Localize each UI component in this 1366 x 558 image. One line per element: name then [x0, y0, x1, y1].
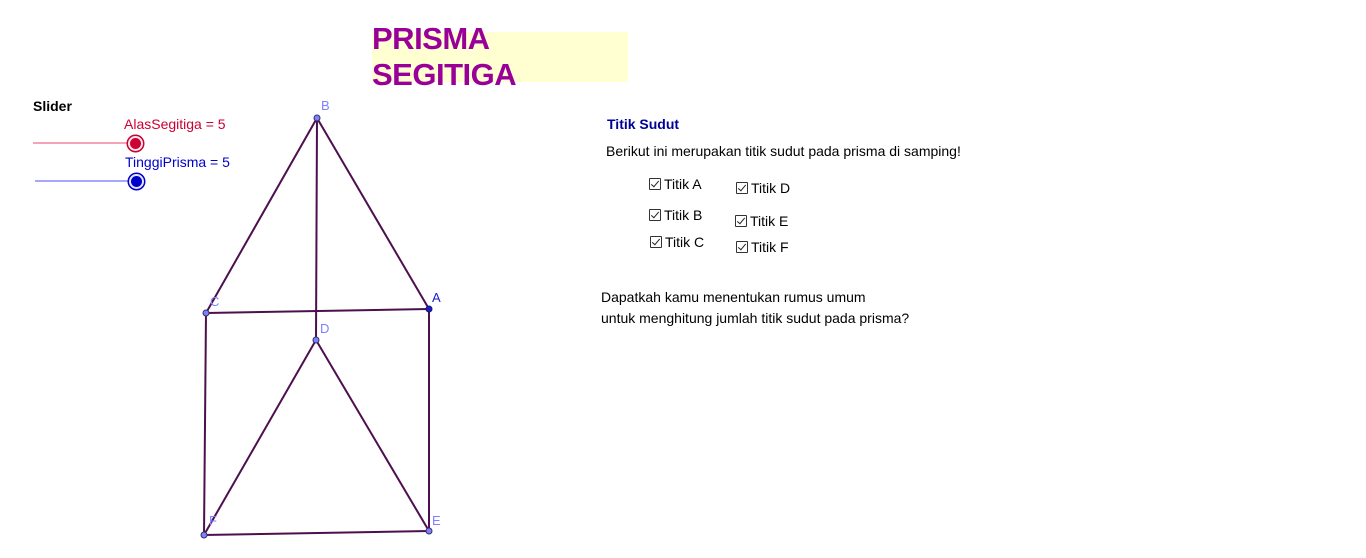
- slider-label-tinggi-prisma: TinggiPrisma = 5: [125, 154, 230, 170]
- checkbox-titik-f[interactable]: [736, 239, 789, 255]
- slider-caption: Slider: [33, 98, 72, 114]
- question-line-2: untuk menghitung jumlah titik sudut pada prisma?: [601, 310, 910, 326]
- checkbox-label: Titik C: [665, 234, 705, 250]
- checkbox-titik-a[interactable]: [649, 176, 702, 192]
- checkbox-label: Titik E: [750, 213, 789, 229]
- checkbox-checked-icon[interactable]: [649, 178, 661, 190]
- vertex-label-A: A: [432, 290, 441, 305]
- edge-BC: [206, 118, 317, 313]
- checkbox-label: Titik D: [751, 180, 791, 196]
- vertex-label-D: D: [320, 321, 330, 336]
- vertex-point-D[interactable]: [313, 337, 319, 343]
- checkbox-checked-icon[interactable]: [649, 209, 661, 221]
- vertex-point-F[interactable]: [201, 532, 207, 538]
- edge-BD: [316, 118, 317, 340]
- checkbox-titik-d[interactable]: [736, 180, 790, 196]
- edge-CA: [206, 309, 429, 313]
- checkbox-label: Titik F: [751, 239, 789, 255]
- edge-CF: [204, 313, 206, 535]
- vertex-point-E[interactable]: [426, 528, 432, 534]
- prism-edges: [204, 118, 429, 535]
- checkbox-checked-icon[interactable]: [736, 182, 748, 194]
- checkbox-label: Titik B: [664, 207, 703, 223]
- vertex-point-B[interactable]: [314, 115, 320, 121]
- checkbox-label: Titik A: [664, 176, 702, 192]
- checkbox-checked-icon[interactable]: [735, 215, 747, 227]
- vertex-point-C[interactable]: [203, 310, 209, 316]
- page-title-text: PRISMA SEGITIGA: [372, 21, 517, 92]
- edge-DF: [204, 340, 316, 535]
- slider-label-alas-segitiga: AlasSegitiga = 5: [124, 116, 226, 132]
- vertex-point-A[interactable]: [426, 306, 432, 312]
- vertex-label-E: E: [432, 513, 441, 528]
- checkbox-titik-e[interactable]: [735, 213, 788, 229]
- vertex-label-F: F: [209, 513, 217, 528]
- intro-text: Berikut ini merupakan titik sudut pada prisma di samping!: [606, 143, 961, 159]
- checkbox-titik-b[interactable]: [649, 207, 702, 223]
- checkbox-checked-icon[interactable]: [650, 236, 662, 248]
- checkbox-titik-c[interactable]: [650, 234, 704, 250]
- checkbox-checked-icon[interactable]: [736, 241, 748, 253]
- vertex-label-C: C: [210, 294, 220, 309]
- vertex-label-B: B: [321, 98, 330, 113]
- question-line-1: Dapatkah kamu menentukan rumus umum: [601, 289, 866, 305]
- edge-FE: [204, 531, 429, 535]
- edge-DE: [316, 340, 429, 531]
- section-heading-titik-sudut: Titik Sudut: [607, 116, 680, 132]
- edge-BA: [317, 118, 429, 309]
